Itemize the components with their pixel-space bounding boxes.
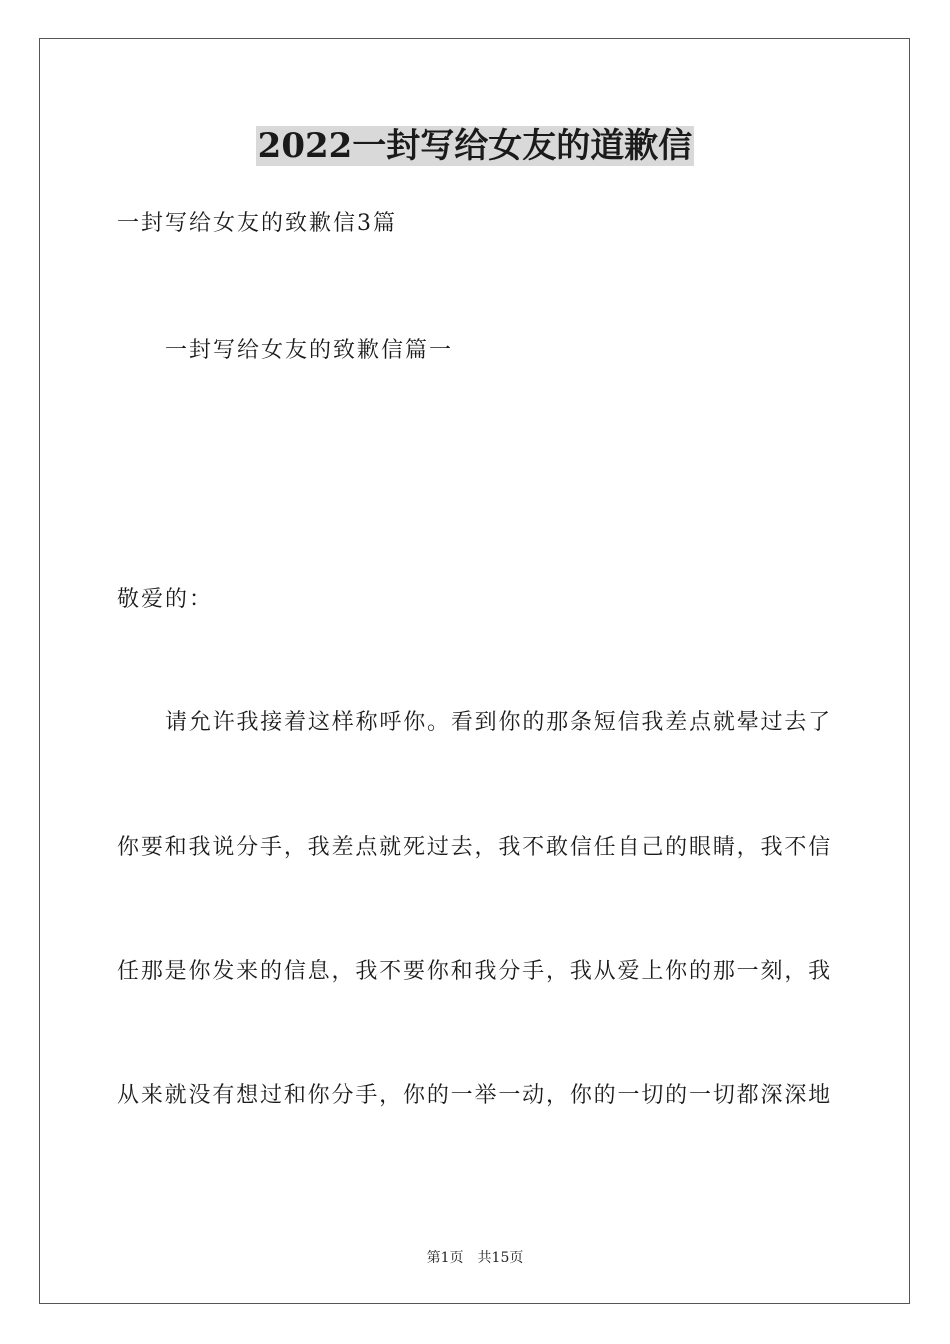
body-line-3: 任那是你发来的信息，我不要你和我分手，我从爱上你的那一刻，我 bbox=[117, 959, 833, 984]
page-total: 共15页 bbox=[477, 1250, 524, 1266]
section-heading: 一封写给女友的致歉信篇一 bbox=[165, 338, 454, 363]
page-footer bbox=[0, 1248, 950, 1268]
document-title-text: 2022一封写给女友的道歉信 bbox=[257, 126, 693, 166]
document-subtitle: 一封写给女友的致歉信3篇 bbox=[117, 211, 397, 236]
body-line-4: 从来就没有想过和你分手，你的一举一动，你的一切的一切都深深地 bbox=[117, 1083, 833, 1108]
page-number: 第1页 bbox=[426, 1250, 464, 1266]
body-line-2: 你要和我说分手，我差点就死过去，我不敢信任自己的眼睛，我不信 bbox=[117, 835, 833, 860]
body-line-1: 请允许我接着这样称呼你。看到你的那条短信我差点就晕过去了 bbox=[165, 710, 833, 735]
salutation: 敬爱的： bbox=[117, 587, 214, 612]
document-title bbox=[0, 122, 950, 170]
